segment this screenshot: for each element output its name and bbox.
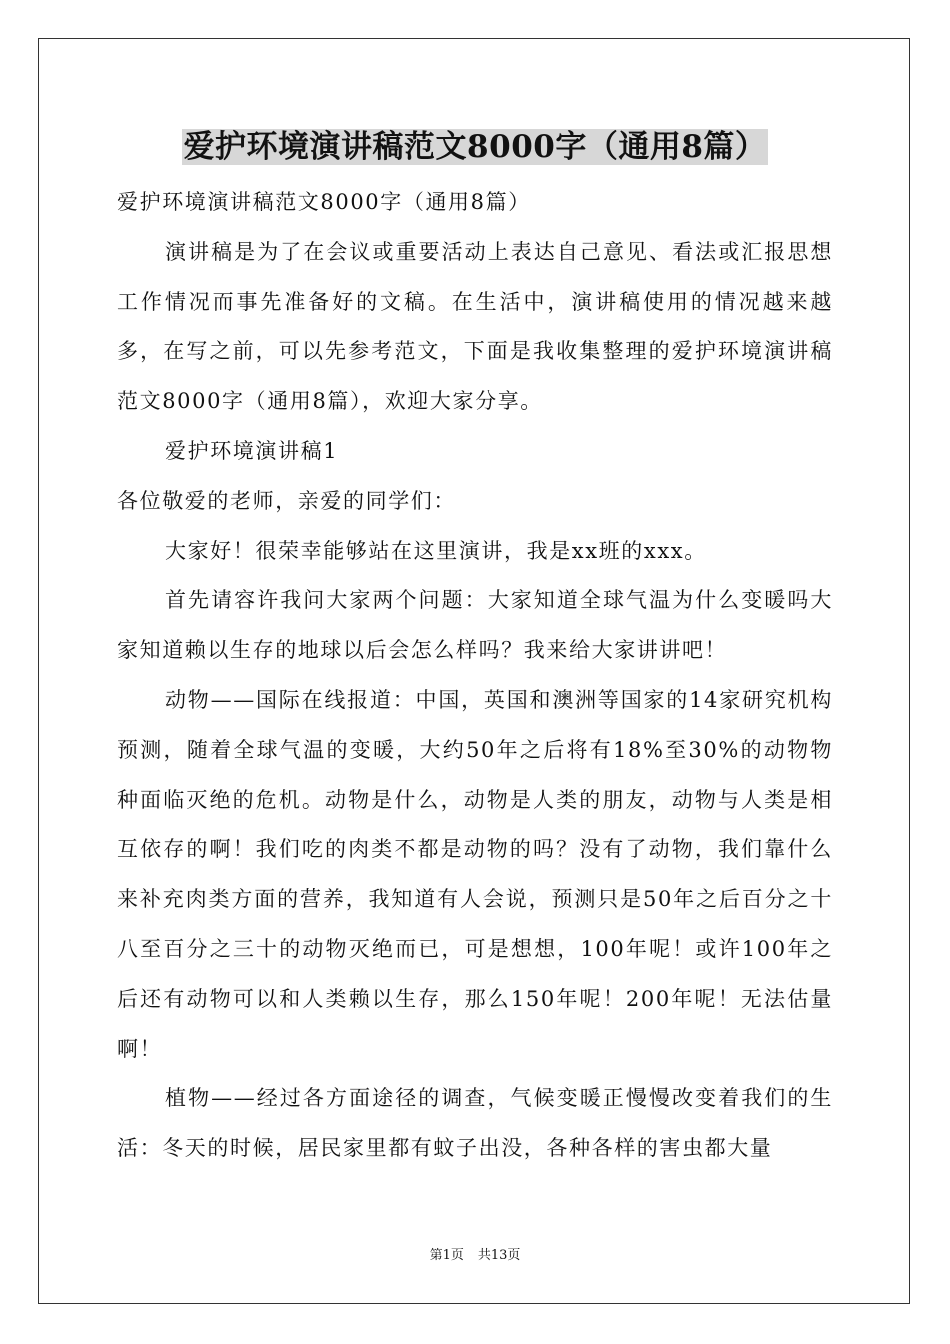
animal-paragraph: 动物——国际在线报道：中国，英国和澳洲等国家的14家研究机构预测，随着全球气温的变暖，大约50年之后将有18%至30%的动物物种面临灭绝的危机。动物是什么，动物是人类的朋友，动物与人类是相互依存的啊！我们吃的肉类不都是动物的吗？没有了动物，我们靠什么来补充肉类方面的营养，我知道有人会说，预测只是50年之后百分之十八至百分之三十的动物灭绝而已，可是想想，100年呢！或许100年之后还有动物可以和人类赖以生存，那么150年呢！200年呢！无法估量啊！ xyxy=(117,687,833,1061)
page-total: 共13页 xyxy=(477,1248,521,1263)
document-body xyxy=(117,178,833,1174)
document-title-text: 爱护环境演讲稿范文8000字（通用8篇） xyxy=(183,129,767,165)
page-footer xyxy=(0,1247,950,1265)
document-subtitle: 爱护环境演讲稿范文8000字（通用8篇） xyxy=(117,190,531,214)
question-paragraph: 首先请容许我问大家两个问题：大家知道全球气温为什么变暖吗大家知道赖以生存的地球以后会怎么样吗？我来给大家讲讲吧！ xyxy=(117,588,833,663)
salutation-paragraph: 各位敬爱的老师，亲爱的同学们： xyxy=(117,488,456,513)
intro-paragraph: 演讲稿是为了在会议或重要活动上表达自己意见、看法或汇报思想工作情况而事先准备好的文稿。在生活中，演讲稿使用的情况越来越多，在写之前，可以先参考范文，下面是我收集整理的爱护环境演讲稿范文8000字（通用8篇），欢迎大家分享。 xyxy=(117,239,833,414)
greeting-paragraph: 大家好！很荣幸能够站在这里演讲，我是xx班的xxx。 xyxy=(165,538,707,563)
plant-paragraph: 植物——经过各方面途径的调查，气候变暖正慢慢改变着我们的生活：冬天的时候，居民家里都有蚊子出没，各种各样的害虫都大量 xyxy=(117,1086,833,1161)
page-number: 第1页 xyxy=(429,1248,464,1263)
section-heading: 爱护环境演讲稿1 xyxy=(165,438,339,463)
document-title xyxy=(0,125,950,169)
